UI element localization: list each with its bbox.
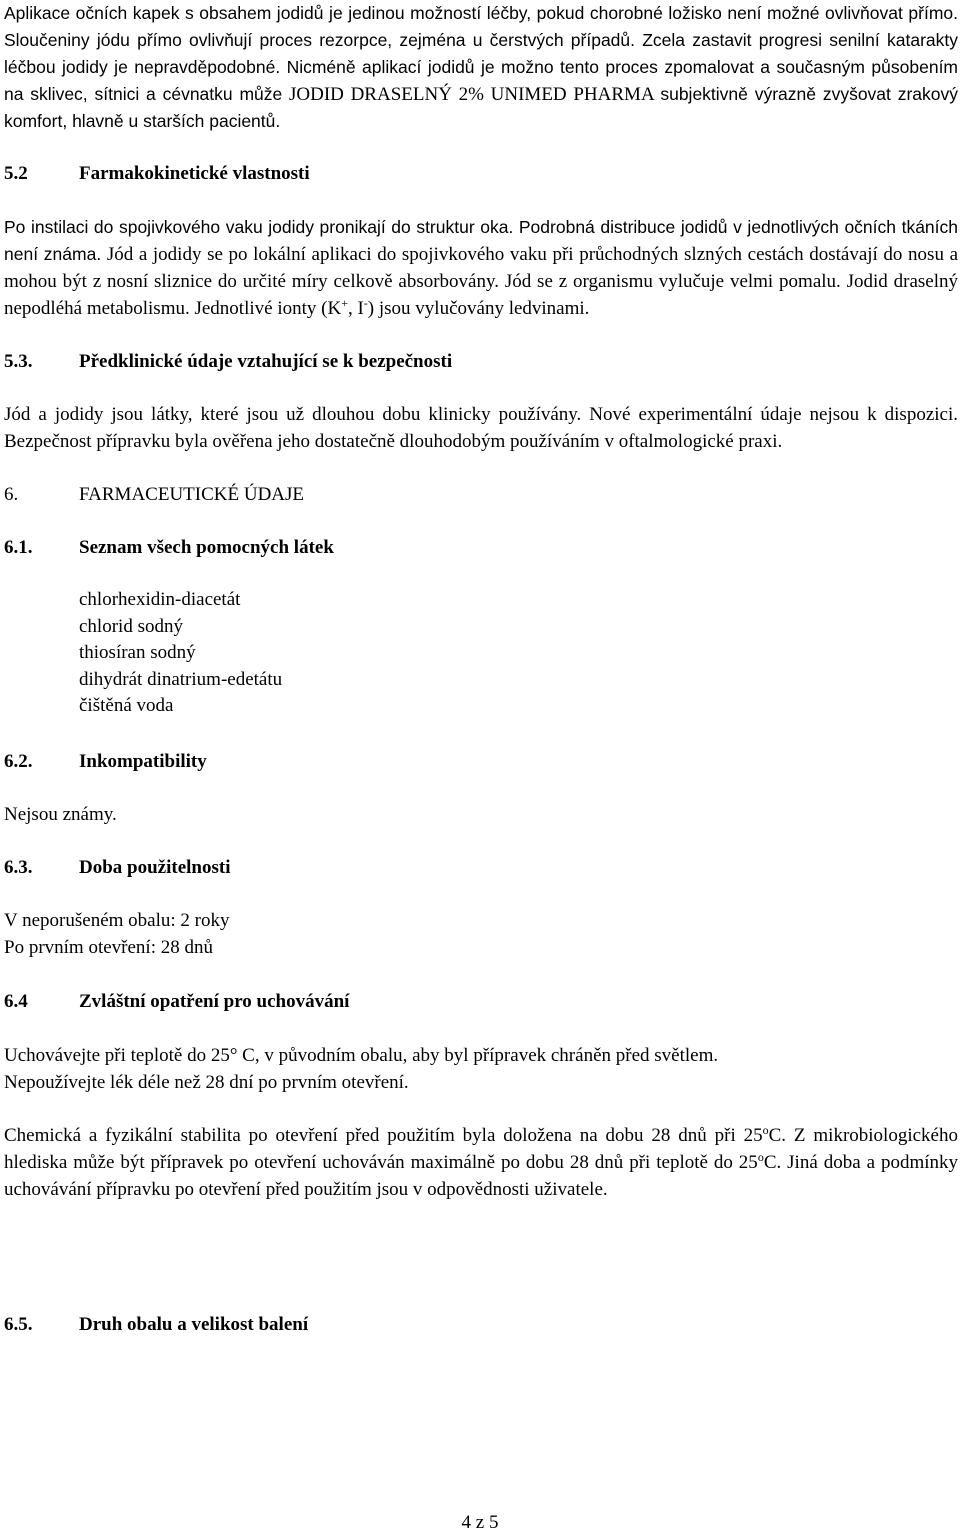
intro-sentence-1: Aplikace očních kapek s obsahem jodidů je jedinou možností léčby, pokud chorobné ložisko není možné ovlivňovat přímo. Sloučeniny jódu přímo ovlivňují proces rezorpce, zejména u čerstvých případů. Zcela zastavit progresi senilní katarakty léčbou jodidy je nepravděpodobné. [4, 3, 958, 77]
section-number: 5.2 [4, 163, 28, 184]
list-item: thiosíran sodný [79, 642, 196, 663]
page-number: 4 z 5 [461, 1512, 499, 1533]
section-number: 6.5. [4, 1313, 33, 1335]
section-title: Seznam všech pomocných látek [79, 537, 334, 558]
section-6-2-text: Nejsou známy. [4, 803, 117, 825]
section-6-4-heading [4, 988, 958, 1015]
section-6-1-heading [4, 534, 958, 561]
section-6-5-heading [4, 1311, 958, 1338]
section-number: 6.3. [4, 856, 33, 878]
storage-line-2: Nepoužívejte lék déle než 28 dní po prvním otevření. [4, 1071, 409, 1093]
section-title: Zvláštní opatření pro uchovávání [79, 990, 350, 1012]
section-title: FARMACEUTICKÉ ÚDAJE [79, 484, 305, 505]
list-item: čištěná voda [79, 695, 174, 716]
section-number: 6.2. [4, 750, 33, 772]
section-title: Doba použitelnosti [79, 856, 231, 878]
list-item: dihydrát dinatrium-edetátu [79, 668, 283, 690]
stability-text-3: C. Jiná doba a podmínky uchovávání přípravku po otevření před použitím jsou v odpovědnosti uživatele. [4, 1151, 958, 1200]
pk-text-2: , I [347, 298, 364, 319]
section-number: 5.3. [4, 351, 33, 372]
shelf-life-opened: Po prvním otevření: 28 dnů [4, 936, 213, 958]
pk-sup-plus: + [341, 296, 348, 310]
product-name: JODID DRASELNÝ 2% UNIMED PHARMA [288, 84, 654, 105]
pk-text-1: Jód a jodidy se po lokální aplikaci do spojivkového vaku při průchodných slzných cestách dostávají do nosu a mohou být z nosní sliznice do určité míry celkově absorbovány. Jód se z organismu vylučuje velmi pomalu. Jodid draselný nepodléhá metabolismu. Jednotlivé ionty (K [4, 244, 958, 319]
section-6-3-heading [4, 854, 958, 881]
intro-sentence-2: Nicméně aplikací jodidů je možno tento proces zpomalovat a současným působením na sklivec, sítnici a cévnatku může [4, 57, 959, 104]
section-5-2-heading [4, 160, 958, 187]
section-5-3-heading [4, 348, 958, 375]
pk-sans-text: Po instilaci do spojivkového vaku jodidy pronikají do struktur oka. Podrobná distribuce jodidů v jednotlivých očních tkáních není známa. [4, 217, 958, 264]
section-title: Druh obalu a velikost balení [79, 1313, 309, 1335]
intro-paragraph [4, 0, 958, 135]
section-6-heading [4, 481, 958, 508]
section-5-2-text [4, 214, 958, 322]
section-5-3-text: Jód a jodidy jsou látky, které jsou už dlouhou dobu klinicky používány. Nové experimentální údaje nejsou k dispozici. Bezpečnost přípravku byla ověřena jeho dostatečně dlouhodobým používáním v oftalmologické praxi. [4, 404, 958, 452]
list-item: chlorid sodný [79, 615, 183, 637]
section-6-2-heading [4, 748, 958, 775]
stability-text-1: Chemická a fyzikální stabilita po otevření před použitím byla doložena na dobu 28 dnů při 25 [4, 1124, 763, 1146]
section-number: 6.1. [4, 537, 33, 558]
excipients-list [4, 587, 958, 720]
storage-line-1: Uchovávejte při teplotě do 25° C, v původním obalu, aby byl přípravek chráněn před světlem. [4, 1044, 719, 1066]
degree-sup: o [762, 1122, 769, 1137]
stability-text-2: C. Z mikrobiologického hlediska může být přípravek po otevření uchováván maximálně po dobu 28 dnů při teplotě do 25 [4, 1124, 958, 1173]
section-number: 6.4 [4, 990, 28, 1012]
pk-text-3: ) jsou vylučovány ledvinami. [367, 298, 590, 319]
degree-sup: o [757, 1149, 764, 1164]
shelf-life-unopened: V neporušeném obalu: 2 roky [4, 909, 230, 931]
document-page [4, 0, 958, 1338]
intro-sentence-3: subjektivně výrazně zvyšovat zrakový komfort, hlavně u starších pacientů. [4, 84, 959, 131]
list-item: chlorhexidin-diacetát [79, 589, 241, 610]
section-title: Farmakokinetické vlastnosti [79, 163, 310, 184]
stability-paragraph [4, 1122, 958, 1203]
section-number: 6. [4, 484, 19, 505]
section-title: Předklinické údaje vztahující se k bezpečnosti [79, 351, 453, 372]
pk-sup-minus: - [363, 296, 368, 310]
section-title: Inkompatibility [79, 750, 207, 772]
